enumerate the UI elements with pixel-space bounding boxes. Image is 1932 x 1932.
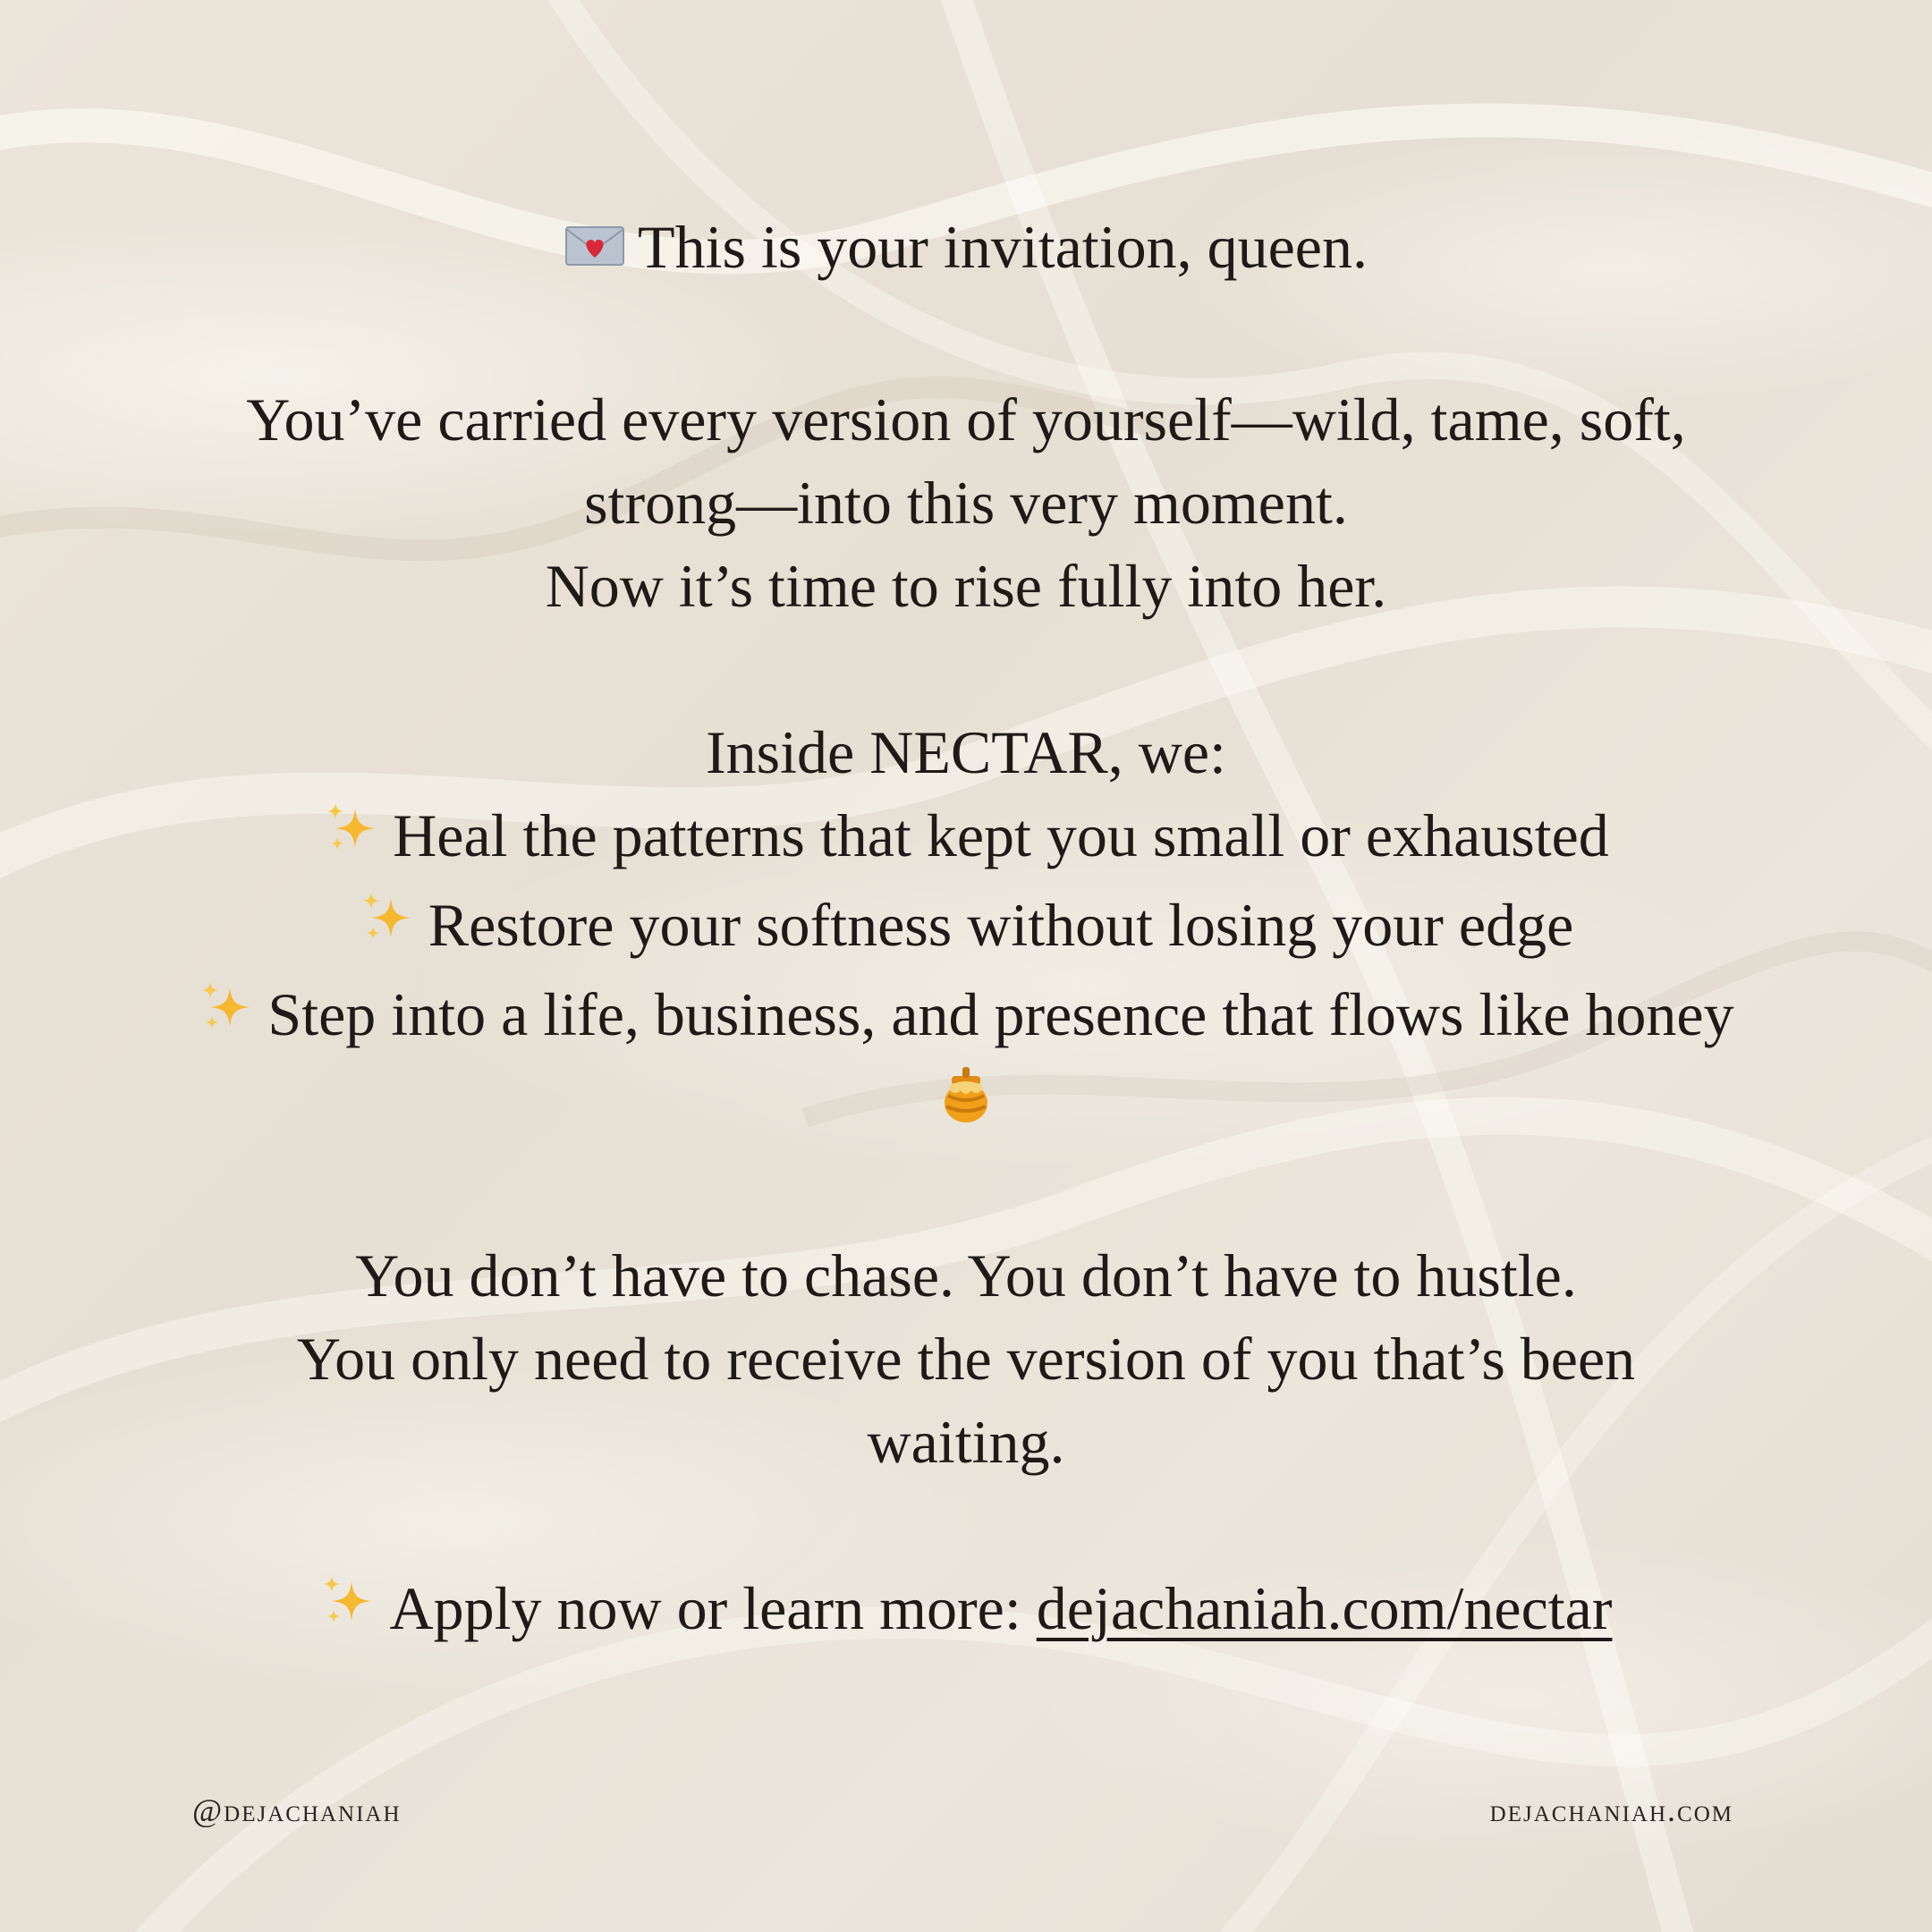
- bullet-text: Step into a life, business, and presence that flows like honey: [267, 979, 1734, 1048]
- sparkles-icon: [319, 1568, 377, 1651]
- social-handle: @dejachaniah: [192, 1792, 402, 1828]
- invitation-line: [0, 206, 1932, 295]
- nectar-heading: Inside NECTAR, we:: [706, 717, 1226, 786]
- invitation-text: This is your invitation, queen.: [638, 213, 1368, 281]
- paragraph1-line: You’ve carried every version of yourself—wild, tame, soft,: [246, 385, 1686, 453]
- honey-pot-icon: [939, 1063, 993, 1146]
- bullet-text: Restore your softness without losing your edge: [428, 890, 1574, 959]
- paragraph1-line: strong—into this very moment.: [584, 468, 1348, 537]
- nectar-link[interactable]: dejachaniah.com/nectar: [1036, 1574, 1613, 1643]
- message-body: [0, 206, 1932, 1657]
- bullet-text: Heal the patterns that kept you small or exhausted: [393, 801, 1609, 869]
- paragraph2-line: You only need to receive the version of you that’s been: [296, 1325, 1636, 1394]
- honey-pot-line: [0, 1063, 1932, 1152]
- nectar-bullet: [0, 973, 1932, 1063]
- paragraph2-line: You don’t have to chase. You don’t have to hustle.: [355, 1241, 1577, 1310]
- paragraph2-line: waiting.: [867, 1408, 1065, 1477]
- sparkles-icon: [323, 795, 380, 878]
- cta-prefix: Apply now or learn more:: [389, 1574, 1037, 1643]
- nectar-bullet: [0, 884, 1932, 973]
- cta-line: [0, 1567, 1932, 1657]
- website-label: dejachaniah.com: [1489, 1792, 1733, 1828]
- paragraph1-line: Now it’s time to rise fully into her.: [545, 551, 1387, 620]
- sparkles-icon: [198, 974, 255, 1057]
- love-letter-icon: [564, 207, 625, 290]
- sparkles-icon: [359, 885, 416, 968]
- nectar-bullet: [0, 794, 1932, 884]
